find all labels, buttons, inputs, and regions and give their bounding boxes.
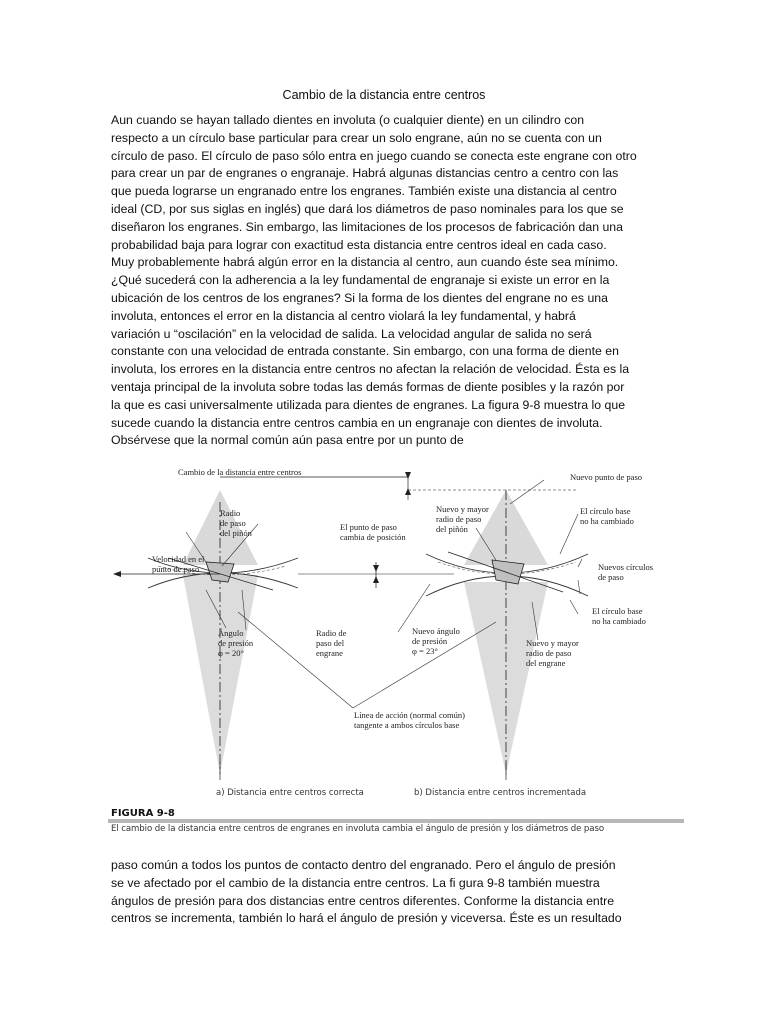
label-linea-accion: [354, 710, 465, 730]
label-nuevo-punto: Nuevo punto de paso: [570, 472, 643, 482]
text-line: centros se incrementa, también lo hará el ángulo de presión y viceversa. Éste es un resultado: [111, 911, 622, 926]
label-line: Radio de: [316, 628, 347, 638]
paragraph-1: [111, 112, 663, 450]
label-line: no ha cambiado: [592, 616, 646, 626]
subcaption-a: a) Distancia entre centros correcta: [216, 788, 364, 798]
text-line: ángulos de presión para dos distancias entre centros diferentes. Conforme la distancia entre: [111, 893, 615, 908]
text-line: constante con una velocidad de entrada constante. Sin embargo, con una forma de diente en: [111, 344, 619, 359]
label-line: tangente a ambos círculos base: [354, 720, 460, 730]
label-line: Nuevos círculos: [598, 562, 654, 572]
text-line: para crear un par de engranes o engranaje. Habrá algunas distancias centro a centro con las: [111, 166, 619, 181]
label-nuevo-mayor-engrane: [526, 638, 579, 668]
label-nuevo-mayor-pinon: [436, 504, 489, 534]
label-punto-cambia: [340, 522, 406, 542]
label-cambio: Cambio de la distancia entre centros: [178, 467, 302, 477]
figure-caption: El cambio de la distancia entre centros de engranes en involuta cambia el ángulo de presión y los diámetros de paso: [111, 824, 604, 834]
label-line: de presión: [218, 638, 254, 648]
figure-9-8: [108, 462, 688, 842]
text-line: ¿Qué sucederá con la adherencia a la ley fundamental de engranaje si existe un error en la: [111, 273, 610, 288]
label-nuevo-angulo: [412, 626, 460, 656]
label-line: Velocidad en el: [152, 554, 205, 564]
label-circulo-base-2: [592, 606, 646, 626]
label-angulo: [218, 628, 253, 658]
label-line: punto de paso: [152, 564, 200, 574]
label-line: cambia de posición: [340, 532, 406, 542]
text-line: variación u “oscilación” en la velocidad de salida. La velocidad angular de salida no será: [111, 326, 592, 341]
text-line: Obsérvese que la normal común aún pasa entre por un punto de: [111, 433, 464, 448]
label-line: radio de paso: [526, 648, 572, 658]
text-line: ventaja principal de la involuta sobre todas las demás formas de diente posibles y la razón por: [111, 379, 625, 394]
figure-divider: [108, 819, 684, 823]
label-line: Radio: [220, 508, 241, 518]
text-line: Muy probablemente habrá algún error en la distancia al centro, aun cuando éste sea mínimo.: [111, 255, 619, 270]
label-circulo-base-1: [580, 506, 634, 526]
label-radio-engrane: [316, 628, 346, 658]
subcaption-b: b) Distancia entre centros incrementada: [414, 788, 587, 798]
label-velocidad: [152, 554, 204, 574]
label-line: de paso: [598, 572, 624, 582]
text-line: ubicación de los centros de los engranes? Si la forma de los dientes del engrane no es una: [111, 290, 608, 305]
text-line: ideal (CD, por sus siglas en inglés) que dará los diámetros de paso nominales para los que se: [111, 201, 624, 216]
label-line: El punto de paso: [340, 522, 397, 532]
label-line: radio de paso: [436, 514, 482, 524]
label-line: no ha cambiado: [580, 516, 634, 526]
gear-wedge-left: [183, 575, 258, 774]
text-line: que pueda lograrse un engranado entre los engranes. También existe una distancia al centro: [111, 184, 617, 199]
label-nuevos-circulos: [598, 562, 653, 582]
label-line: del engrane: [526, 658, 566, 668]
tooth-right: [492, 560, 524, 584]
label-line: de presión: [412, 636, 448, 646]
text-line: involuta, entonces el error en la distancia al centro violará la ley fundamental, y habrá: [111, 308, 576, 323]
label-line: Nuevo y mayor: [526, 638, 579, 648]
label-line: paso del: [316, 638, 345, 648]
label-line: Línea de acción (normal común): [354, 710, 465, 720]
text-line: involuta, los errores en la distancia entre centros no afectan la relación de velocidad. Ésta es la: [111, 362, 630, 377]
label-line: de paso: [220, 518, 246, 528]
label-line: Nuevo y mayor: [436, 504, 489, 514]
page-title: Cambio de la distancia entre centros: [282, 88, 486, 102]
label-line: El círculo base: [580, 506, 631, 516]
paragraph-2: [111, 857, 663, 928]
label-line: Nuevo ángulo: [412, 626, 460, 636]
text-line: sucede cuando la distancia entre centros cambia en un engranaje con dientes de involuta.: [111, 415, 603, 430]
text-line: Aun cuando se hayan tallado dientes en involuta (o cualquier diente) en un cilindro con: [111, 113, 585, 127]
label-line: φ = 23°: [412, 646, 438, 656]
label-line: φ = 20°: [218, 648, 244, 658]
label-line: engrane: [316, 648, 343, 658]
figure-label: FIGURA 9-8: [111, 808, 175, 819]
text-line: paso común a todos los puntos de contacto dentro del engranado. Pero el ángulo de presión: [111, 858, 616, 872]
label-line: del piñón: [220, 528, 252, 538]
text-line: se ve afectado por el cambio de la distancia entre centros. La fi gura 9-8 también muestra: [111, 875, 600, 890]
text-line: respecto a un círculo base particular para crear un solo engrane, aún no se cuenta con un: [111, 130, 602, 145]
label-line: del piñón: [436, 524, 468, 534]
text-line: probabilidad baja para lograr con exactitud esta distancia entre centros ideal en cada caso.: [111, 237, 607, 252]
label-line: Ángulo: [218, 628, 244, 638]
label-radio-pinon: [220, 508, 252, 538]
text-line: la que es casi universalmente utilizada para dientes de engranes. La figura 9-8 muestra lo que: [111, 397, 626, 412]
text-line: círculo de paso. El círculo de paso sólo entra en juego cuando se conecta este engrane con otro: [111, 148, 637, 163]
text-line: diseñaron los engranes. Sin embargo, las limitaciones de los procesos de fabricación dan una: [111, 219, 623, 234]
label-line: El círculo base: [592, 606, 643, 616]
